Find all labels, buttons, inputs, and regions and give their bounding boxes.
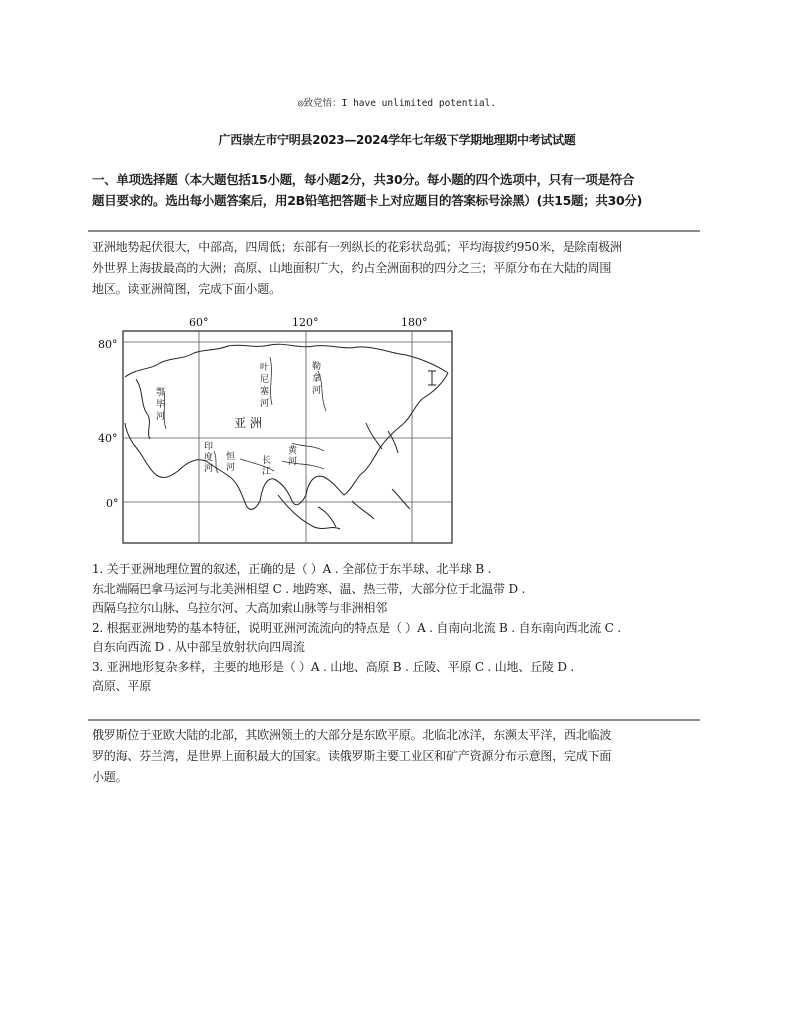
passage-line: 地区。读亚洲简图，完成下面小题。 bbox=[92, 282, 281, 296]
river-label: 叶 bbox=[260, 363, 270, 373]
river-label: 长 bbox=[262, 456, 272, 466]
passage-asia bbox=[92, 237, 702, 300]
river-label: 河 bbox=[288, 457, 298, 467]
river-label: 鄂 bbox=[156, 388, 166, 398]
lon-label: 180° bbox=[401, 316, 428, 329]
asia-map-figure bbox=[92, 313, 462, 545]
graticule bbox=[123, 331, 452, 543]
strait-marker bbox=[428, 371, 436, 385]
river-label: 拿 bbox=[312, 374, 322, 384]
region-label: 亚 洲 bbox=[234, 416, 262, 430]
river-label: 河 bbox=[260, 399, 270, 409]
motto-line: ◎致党悟：I have unlimited potential. bbox=[297, 98, 497, 109]
river-label: 河 bbox=[204, 464, 214, 474]
river-label: 河 bbox=[226, 463, 236, 473]
divider bbox=[88, 230, 700, 232]
lat-label: 0° bbox=[106, 497, 119, 510]
river-label: 河 bbox=[156, 412, 166, 422]
question-line: 3. 亚洲地形复杂多样，主要的地形是（ ）A . 山地、高原 B . 丘陵、平原 C . 山地、丘陵 D . bbox=[92, 659, 574, 674]
question-line: 2. 根据亚洲地势的基本特征，说明亚洲河流流向的特点是（ ）A . 自南向北流 B . 自东南向西北流 C . bbox=[92, 620, 621, 635]
questions-asia bbox=[92, 560, 704, 697]
river-label: 毕 bbox=[156, 400, 166, 410]
lat-label: 40° bbox=[98, 432, 118, 445]
river-label: 塞 bbox=[260, 387, 270, 397]
section-heading-line: 题目要求的。选出每小题答案后，用2B铅笔把答题卡上对应题目的答案标号涂黑）(共15题；共30分) bbox=[92, 193, 643, 208]
river-label: 江 bbox=[262, 467, 272, 477]
lat-label: 80° bbox=[98, 338, 118, 351]
passage-russia bbox=[92, 725, 702, 788]
passage-line: 小题。 bbox=[92, 770, 128, 784]
question-line: 1. 关于亚洲地理位置的叙述，正确的是（ ）A . 全部位于东半球、北半球 B . bbox=[92, 562, 492, 576]
river-label: 恒 bbox=[226, 452, 236, 462]
question-line: 东北端隔巴拿马运河与北美洲相望 C . 地跨寒、温、热三带，大部分位于北温带 D . bbox=[92, 581, 526, 596]
exam-title: 广西崇左市宁明县2023—2024学年七年级下学期地理期中考试试题 bbox=[218, 133, 576, 147]
lon-label: 60° bbox=[189, 316, 209, 329]
section-heading-line: 一、单项选择题（本大题包括15小题，每小题2分，共30分。每小题的四个选项中，只有一项是符合 bbox=[92, 172, 635, 187]
river-label: 勒 bbox=[312, 362, 322, 372]
question-line: 自东向西流 D . 从中部呈放射状向四周流 bbox=[92, 640, 305, 654]
map-frame bbox=[123, 331, 452, 543]
river-label: 度 bbox=[204, 453, 214, 463]
divider bbox=[88, 719, 700, 721]
passage-line: 罗的海、芬兰湾，是世界上面积最大的国家。读俄罗斯主要工业区和矿产资源分布示意图，完成下面 bbox=[92, 749, 612, 763]
river-label: 黄 bbox=[288, 446, 298, 456]
passage-line: 外世界上海拔最高的大洲；高原、山地面积广大，约占全洲面积的四分之三；平原分布在大陆的周围 bbox=[92, 261, 612, 275]
question-line: 高原、平原 bbox=[92, 679, 152, 693]
river-label: 河 bbox=[312, 386, 322, 396]
lon-label: 120° bbox=[292, 316, 319, 329]
rivers bbox=[164, 357, 326, 473]
passage-line: 俄罗斯位于亚欧大陆的北部，其欧洲领土的大部分是东欧平原。北临北冰洋，东濒太平洋，西北临波 bbox=[92, 728, 612, 742]
section-heading bbox=[92, 169, 702, 211]
coastline bbox=[125, 344, 448, 529]
question-line: 西隔乌拉尔山脉、乌拉尔河、大高加索山脉等与非洲相邻 bbox=[92, 601, 388, 615]
passage-line: 亚洲地势起伏很大，中部高，四周低；东部有一列纵长的花彩状岛弧；平均海拔约950米，是除南极洲 bbox=[92, 240, 622, 254]
river-label: 尼 bbox=[260, 375, 270, 385]
river-label: 印 bbox=[204, 442, 214, 452]
